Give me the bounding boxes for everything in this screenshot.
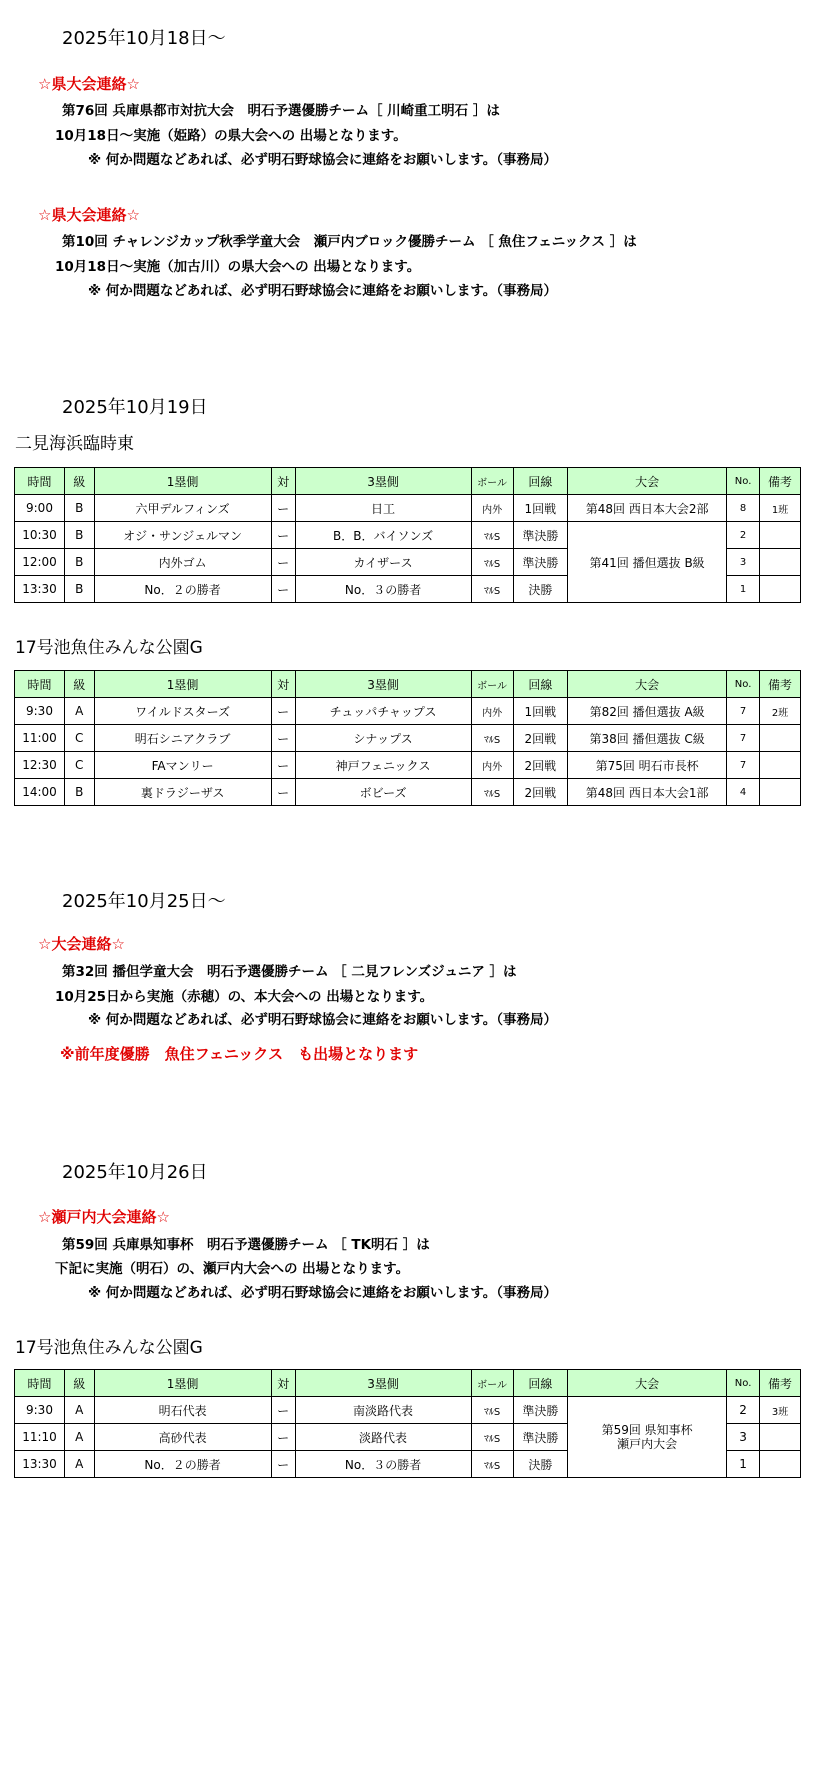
cell-third-team: 淡路代表 [295,1424,471,1451]
cell-no: 7 [727,752,760,779]
notice1-line3: ※ 何か問題などあれば、必ず明石野球協会に連絡をお願いします。（事務局） [88,152,557,168]
cell-no: 8 [727,495,760,522]
col-tournament: 大会 [568,671,727,698]
tournament-line2: 瀬戸内大会 [617,1437,678,1451]
cell-no: 7 [727,725,760,752]
notice1-line2: 10月18日〜実施（姫路）の県大会への 出場となります。 [55,128,407,144]
cell-vs: ー [271,725,295,752]
cell-first-team: 六甲デルフィンズ [94,495,271,522]
cell-round: 準決勝 [513,1424,568,1451]
col-round: 回線 [513,671,568,698]
col-note: 備考 [760,1370,801,1397]
col-class: 級 [64,671,94,698]
cell-third-team: No．３の勝者 [295,576,471,603]
cell-no: 2 [727,522,760,549]
cell-ball: ﾏﾙS [471,725,513,752]
col-first-base: 1塁側 [94,468,271,495]
col-tournament: 大会 [568,468,727,495]
cell-time: 9:30 [15,1397,65,1424]
cell-time: 10:30 [15,522,65,549]
cell-class: A [64,1451,94,1478]
table-header-row [15,468,801,495]
cell-note: 1班 [760,495,801,522]
cell-no: 3 [727,549,760,576]
cell-time: 13:30 [15,1451,65,1478]
table-row [15,779,801,806]
venue-futami: 二見海浜臨時東 [15,434,134,454]
notice2-line3: ※ 何か問題などあれば、必ず明石野球協会に連絡をお願いします。（事務局） [88,283,557,299]
section2-date: 2025年10月19日 [62,397,208,418]
cell-round: 準決勝 [513,549,568,576]
cell-note [760,576,801,603]
cell-first-team: 明石代表 [94,1397,271,1424]
cell-time: 13:30 [15,576,65,603]
cell-time: 12:00 [15,549,65,576]
cell-vs: ー [271,698,295,725]
cell-vs: ー [271,1451,295,1478]
cell-round: 2回戦 [513,779,568,806]
cell-round: 1回戦 [513,698,568,725]
notice2-line2: 10月18日〜実施（加古川）の県大会への 出場となります。 [55,259,421,275]
col-third-base: 3塁側 [295,671,471,698]
col-time: 時間 [15,671,65,698]
cell-round: 1回戦 [513,495,568,522]
cell-no: 1 [727,1451,760,1478]
cell-tournament: 第82回 播但選抜 A級 [568,698,727,725]
notice4-line1: 第59回 兵庫県知事杯 明石予選優勝チーム ［ TK明石 ］は [62,1237,430,1253]
col-note: 備考 [760,671,801,698]
col-ball: ボール [471,671,513,698]
col-vs: 対 [271,671,295,698]
cell-ball: ﾏﾙS [471,549,513,576]
table-header-row [15,1370,801,1397]
cell-ball: 内外 [471,752,513,779]
cell-no: 2 [727,1397,760,1424]
cell-first-team: No．２の勝者 [94,576,271,603]
col-third-base: 3塁側 [295,1370,471,1397]
cell-time: 11:10 [15,1424,65,1451]
cell-no: 4 [727,779,760,806]
notice1-title: ☆県大会連絡☆ [38,75,140,93]
cell-class: B [64,495,94,522]
cell-vs: ー [271,522,295,549]
venue-uozumi-2: 17号池魚住みんな公園G [15,1338,203,1358]
cell-tournament: 第48回 西日本大会2部 [568,495,727,522]
col-time: 時間 [15,468,65,495]
notice2-title: ☆県大会連絡☆ [38,206,140,224]
cell-vs: ー [271,779,295,806]
cell-note [760,1424,801,1451]
table-row [15,698,801,725]
cell-class: B [64,779,94,806]
cell-third-team: 南淡路代表 [295,1397,471,1424]
col-round: 回線 [513,468,568,495]
notice3-line3: ※ 何か問題などあれば、必ず明石野球協会に連絡をお願いします。（事務局） [88,1012,557,1028]
table-row [15,495,801,522]
col-vs: 対 [271,1370,295,1397]
cell-ball: 内外 [471,698,513,725]
cell-ball: ﾏﾙS [471,1451,513,1478]
col-third-base: 3塁側 [295,468,471,495]
cell-first-team: 明石シニアクラブ [94,725,271,752]
cell-time: 14:00 [15,779,65,806]
cell-vs: ー [271,1397,295,1424]
cell-third-team: ボビーズ [295,779,471,806]
schedule-table-setouchi [14,1369,801,1478]
notice3-line1: 第32回 播但学童大会 明石予選優勝チーム ［ 二見フレンズジュニア ］は [62,964,517,980]
section3-date: 2025年10月25日〜 [62,891,226,912]
table-header-row [15,671,801,698]
cell-class: A [64,698,94,725]
cell-third-team: カイザース [295,549,471,576]
notice3-title: ☆大会連絡☆ [38,935,125,953]
cell-round: 決勝 [513,1451,568,1478]
cell-note [760,549,801,576]
cell-class: C [64,752,94,779]
cell-round: 2回戦 [513,725,568,752]
cell-class: B [64,576,94,603]
table-row [15,1397,801,1424]
col-note: 備考 [760,468,801,495]
cell-first-team: No．２の勝者 [94,1451,271,1478]
section4-date: 2025年10月26日 [62,1162,208,1183]
notice1-line1: 第76回 兵庫県都市対抗大会 明石予選優勝チーム［ 川崎重工明石 ］は [62,103,500,119]
schedule-table-futami [14,467,801,603]
cell-note: 2班 [760,698,801,725]
cell-note [760,1451,801,1478]
notice4-line2: 下記に実施（明石）の、瀬戸内大会への 出場となります。 [55,1261,410,1277]
cell-note [760,522,801,549]
table-row [15,752,801,779]
cell-first-team: 高砂代表 [94,1424,271,1451]
tournament-line1: 第59回 県知事杯 [601,1423,693,1437]
cell-ball: ﾏﾙS [471,779,513,806]
cell-round: 準決勝 [513,522,568,549]
cell-time: 9:00 [15,495,65,522]
cell-tournament [568,1397,727,1478]
cell-time: 12:30 [15,752,65,779]
cell-note [760,725,801,752]
cell-note [760,779,801,806]
col-ball: ボール [471,468,513,495]
cell-vs: ー [271,549,295,576]
cell-note [760,752,801,779]
cell-note: 3班 [760,1397,801,1424]
cell-third-team: 神戸フェニックス [295,752,471,779]
cell-round: 準決勝 [513,1397,568,1424]
col-first-base: 1塁側 [94,671,271,698]
col-no: No. [727,671,760,698]
cell-first-team: 内外ゴム [94,549,271,576]
cell-third-team: 日工 [295,495,471,522]
cell-tournament: 第48回 西日本大会1部 [568,779,727,806]
cell-vs: ー [271,1424,295,1451]
cell-vs: ー [271,495,295,522]
cell-ball: ﾏﾙS [471,1424,513,1451]
cell-tournament: 第75回 明石市長杯 [568,752,727,779]
cell-class: A [64,1424,94,1451]
col-first-base: 1塁側 [94,1370,271,1397]
cell-time: 9:30 [15,698,65,725]
cell-third-team: No．３の勝者 [295,1451,471,1478]
cell-vs: ー [271,752,295,779]
notice2-line1: 第10回 チャレンジカップ秋季学童大会 瀬戸内ブロック優勝チーム ［ 魚住フェニックス ］は [62,234,637,250]
col-no: No. [727,468,760,495]
cell-class: C [64,725,94,752]
schedule-table-uozumi [14,670,801,806]
col-time: 時間 [15,1370,65,1397]
cell-class: A [64,1397,94,1424]
section1-date: 2025年10月18日〜 [62,28,226,49]
cell-first-team: オジ・サンジェルマン [94,522,271,549]
cell-third-team: シナップス [295,725,471,752]
cell-tournament: 第38回 播但選抜 C級 [568,725,727,752]
cell-class: B [64,522,94,549]
cell-round: 決勝 [513,576,568,603]
col-round: 回線 [513,1370,568,1397]
cell-round: 2回戦 [513,752,568,779]
cell-first-team: 裏ドラジーザス [94,779,271,806]
cell-ball: ﾏﾙS [471,1397,513,1424]
col-class: 級 [64,1370,94,1397]
cell-class: B [64,549,94,576]
cell-ball: 内外 [471,495,513,522]
cell-third-team: チュッパチャップス [295,698,471,725]
cell-first-team: FAマンリー [94,752,271,779]
notice4-title: ☆瀬戸内大会連絡☆ [38,1208,170,1226]
notice4-line3: ※ 何か問題などあれば、必ず明石野球協会に連絡をお願いします。（事務局） [88,1285,557,1301]
table-row [15,725,801,752]
col-vs: 対 [271,468,295,495]
cell-no: 1 [727,576,760,603]
cell-tournament: 第41回 播但選抜 B級 [568,522,727,603]
cell-third-team: B．B．バイソンズ [295,522,471,549]
cell-ball: ﾏﾙS [471,576,513,603]
previous-winner-note: ※前年度優勝 魚住フェニックス も出場となります [60,1045,419,1063]
notice3-line2: 10月25日から実施（赤穂）の、本大会への 出場となります。 [55,989,434,1005]
col-class: 級 [64,468,94,495]
col-no: No. [727,1370,760,1397]
cell-no: 3 [727,1424,760,1451]
cell-time: 11:00 [15,725,65,752]
cell-no: 7 [727,698,760,725]
venue-uozumi: 17号池魚住みんな公園G [15,638,203,658]
cell-first-team: ワイルドスターズ [94,698,271,725]
col-ball: ボール [471,1370,513,1397]
cell-vs: ー [271,576,295,603]
cell-ball: ﾏﾙS [471,522,513,549]
table-row [15,522,801,549]
col-tournament: 大会 [568,1370,727,1397]
